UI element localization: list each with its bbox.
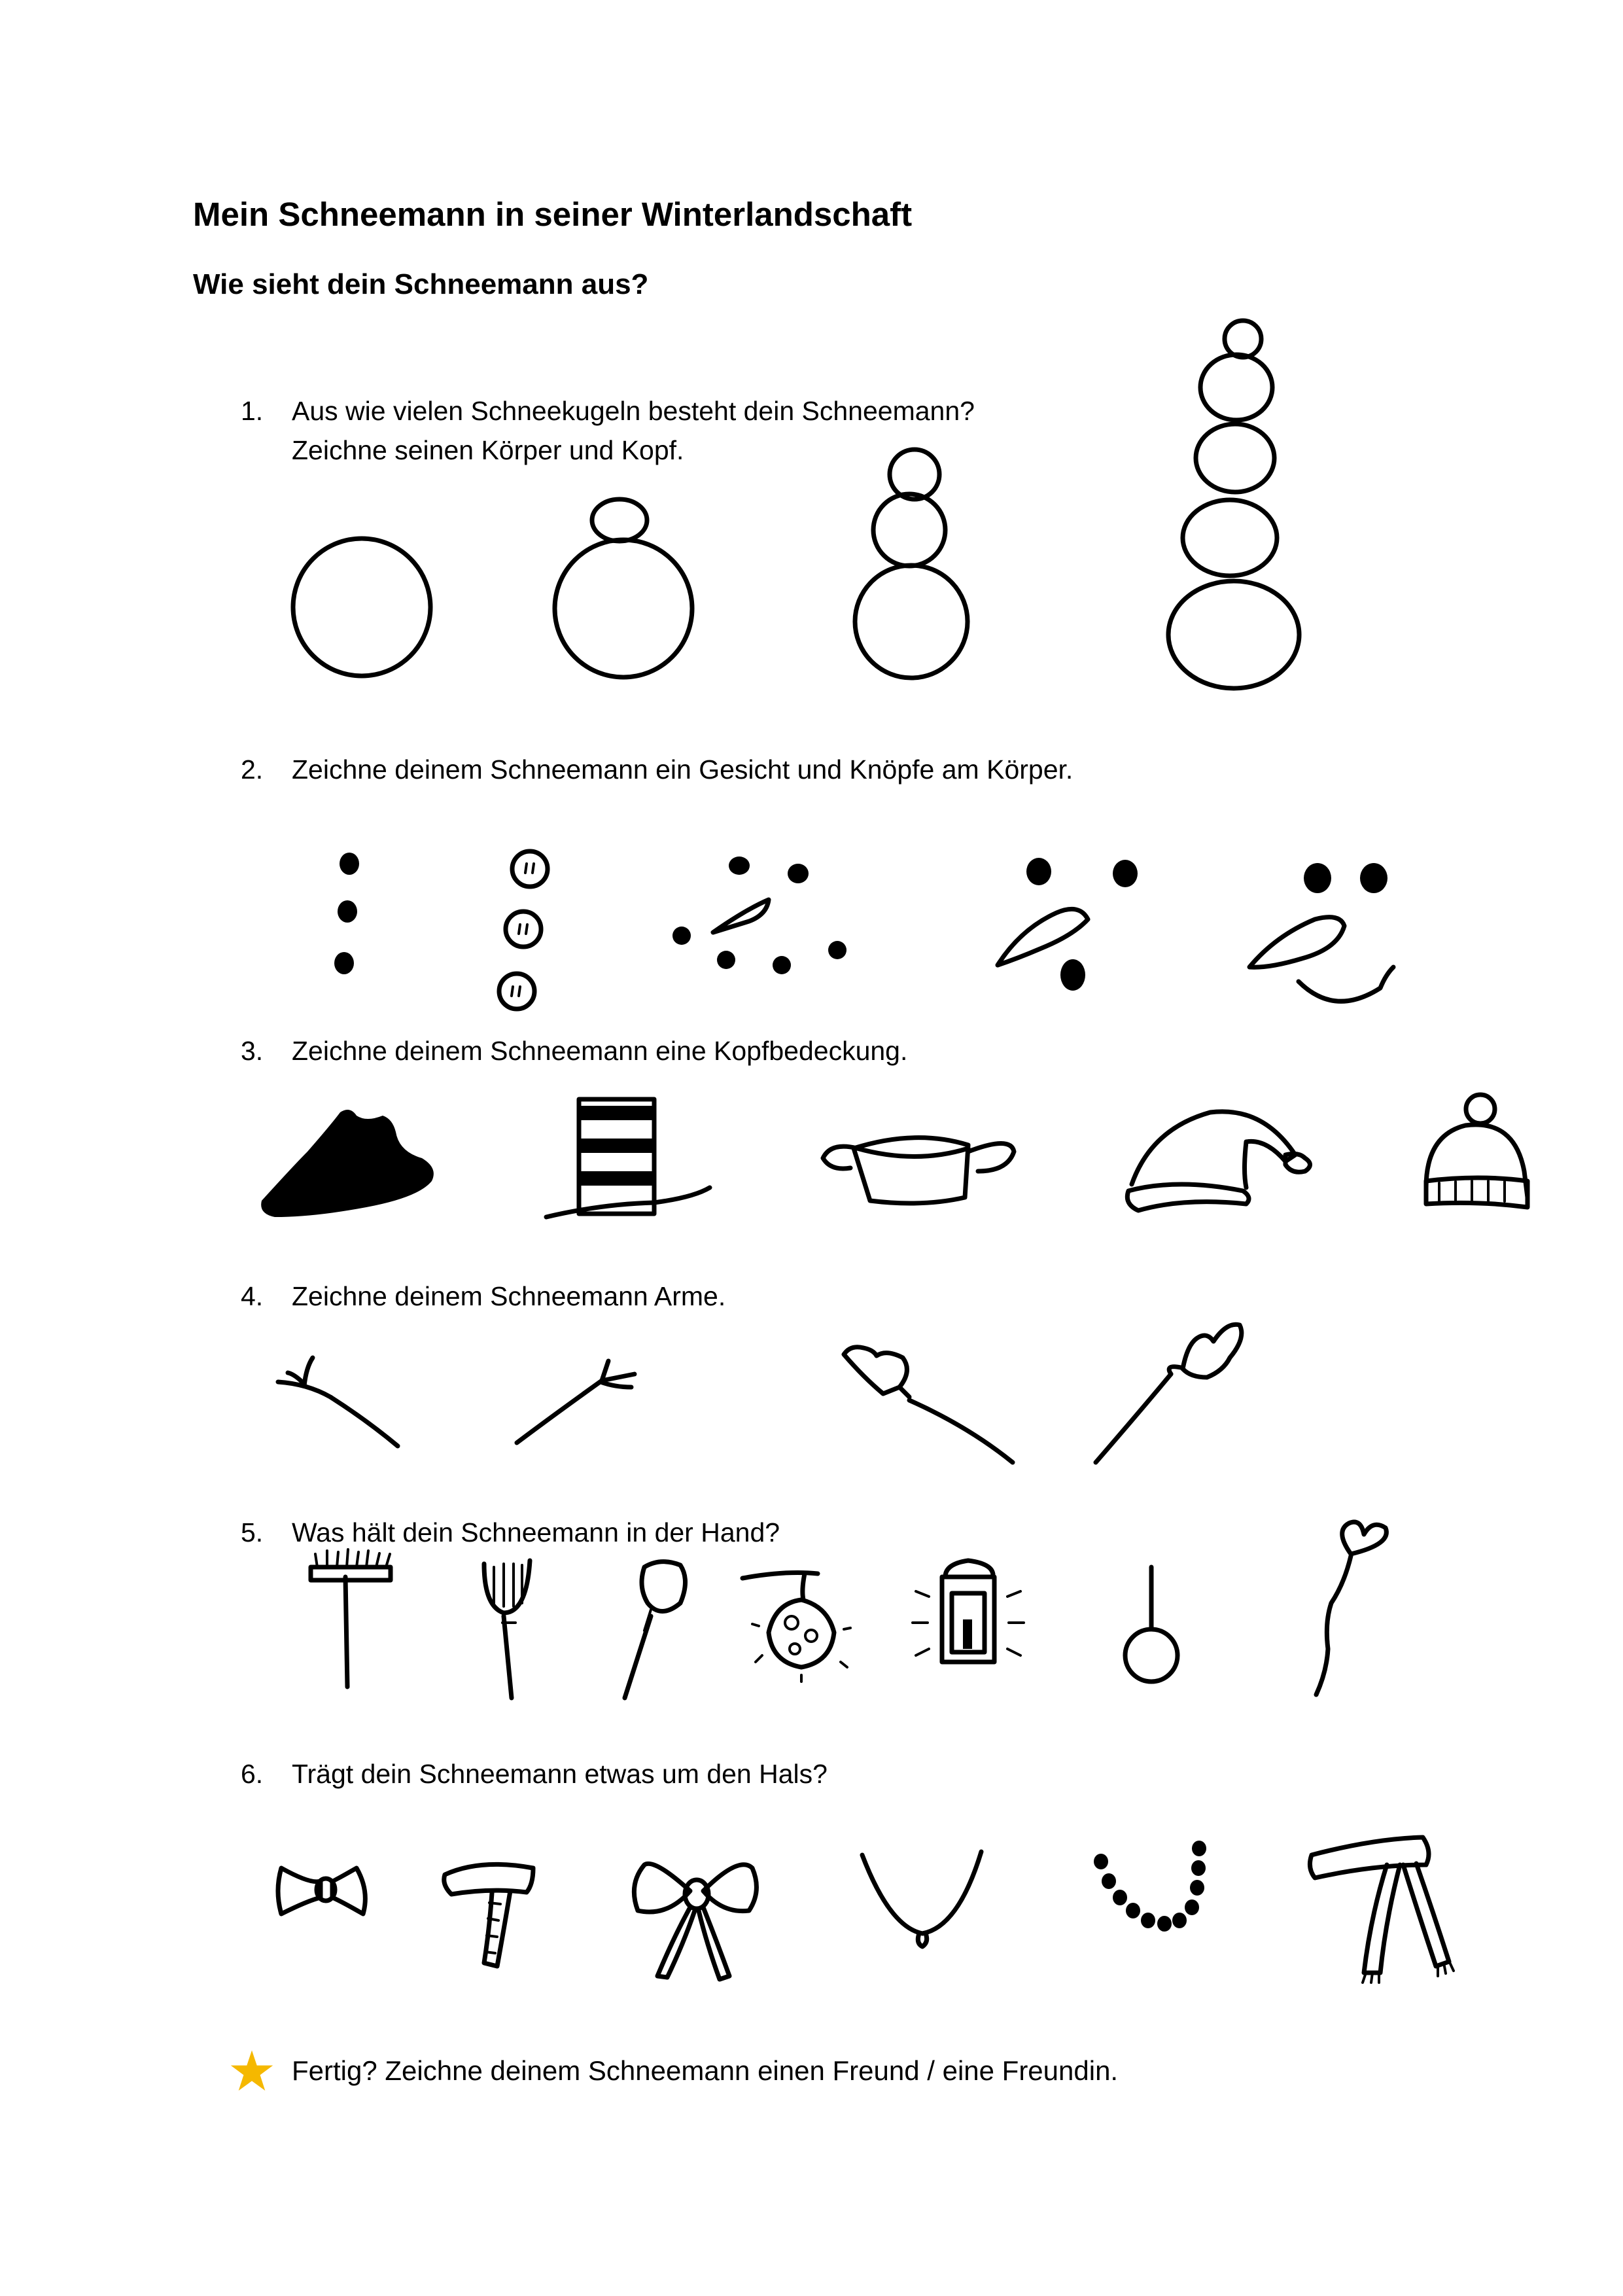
stick-arm-left-drawing — [278, 1358, 398, 1446]
bow-ribbon-item-drawing — [634, 1863, 756, 1979]
beanie-hat-drawing — [1426, 1095, 1527, 1207]
page-title: Mein Schneemann in seiner Winterlandschaft — [193, 196, 913, 233]
bonus-text: Fertig? Zeichne deinem Schneemann einen Freund / eine Freundin. — [292, 2055, 1119, 2086]
long-scarf-item-drawing — [1310, 1837, 1454, 1983]
question-number: 2. — [241, 754, 264, 785]
fedora-hat-drawing — [261, 1110, 434, 1217]
question-text: Zeichne deinem Schneemann Arme. — [292, 1281, 726, 1311]
page-subtitle: Wie sieht dein Schneemann aus? — [193, 268, 649, 300]
top-hat-drawing — [546, 1099, 710, 1217]
ornament-item-drawing — [1125, 1567, 1178, 1682]
lantern-item-drawing — [913, 1561, 1024, 1662]
question-number: 3. — [241, 1036, 264, 1066]
question-text: Zeichne deinem Schneemann eine Kopfbedeckung. — [292, 1036, 908, 1066]
short-scarf-item-drawing — [444, 1864, 533, 1966]
bonus-task — [229, 2048, 1118, 2094]
question-text: Was hält dein Schneemann in der Hand? — [292, 1517, 780, 1547]
pot-hat-drawing — [823, 1138, 1014, 1203]
buttons-dots-drawing — [334, 853, 359, 974]
face-carrot-nose-drawing — [998, 858, 1138, 991]
mitten-arm-left-drawing — [844, 1347, 1013, 1462]
snowman-five-balls-drawing — [1168, 321, 1299, 688]
stick-arm-right-drawing — [517, 1361, 635, 1443]
face-smile-carrot-drawing — [1249, 863, 1393, 1001]
heart-balloon-item-drawing — [1316, 1522, 1386, 1695]
question-number: 4. — [241, 1281, 264, 1311]
bead-necklace-item-drawing — [1094, 1841, 1206, 1932]
mitten-arm-right-drawing — [1096, 1324, 1242, 1462]
broom-item-drawing — [311, 1549, 391, 1687]
bow-tie-item-drawing — [278, 1868, 365, 1914]
question-number: 5. — [241, 1517, 264, 1547]
question-text: Trägt dein Schneemann etwas um den Hals? — [292, 1759, 828, 1789]
question-text: Zeichne deinem Schneemann ein Gesicht und Knöpfe am Körper. — [292, 754, 1073, 785]
snowman-two-balls-drawing — [555, 499, 692, 677]
star-icon — [229, 2048, 275, 2094]
question-text: Zeichne seinen Körper und Kopf. — [292, 435, 684, 465]
snowman-one-ball-drawing — [293, 539, 430, 676]
question-number: 1. — [241, 396, 264, 426]
necklace-item-drawing — [862, 1852, 981, 1947]
rake-item-drawing — [484, 1561, 530, 1698]
buttons-round-drawing — [499, 851, 548, 1009]
face-small-carrot-drawing — [672, 857, 846, 974]
hanging-lantern-item-drawing — [742, 1573, 850, 1682]
santa-hat-drawing — [1127, 1112, 1310, 1210]
shovel-item-drawing — [625, 1562, 686, 1698]
snowman-three-balls-drawing — [855, 450, 968, 678]
question-text: Aus wie vielen Schneekugeln besteht dein Schneemann? — [292, 396, 975, 426]
question-number: 6. — [241, 1759, 264, 1789]
